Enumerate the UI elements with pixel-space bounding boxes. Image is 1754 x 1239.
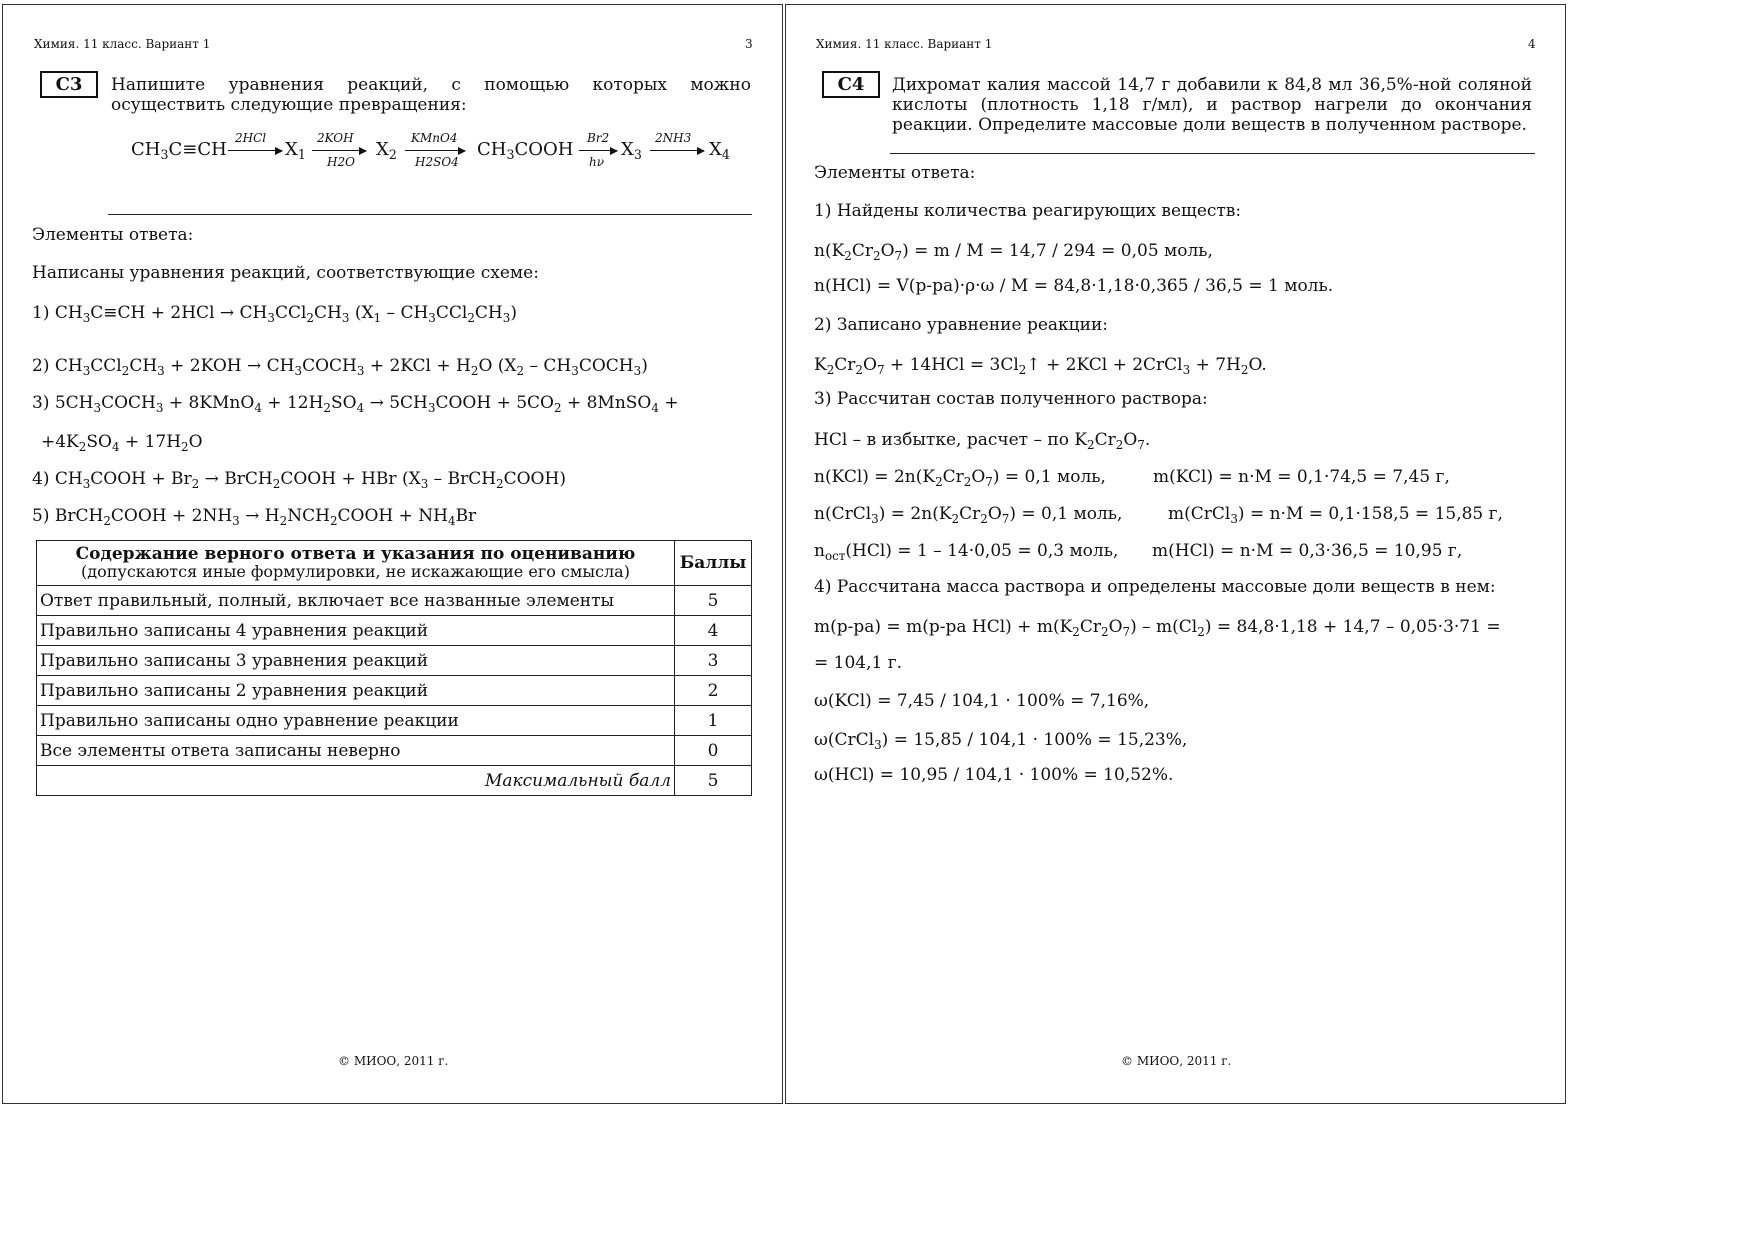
table-cell-points: 2 bbox=[675, 676, 752, 706]
calc-kcl-m: m(KCl) = n·M = 0,1·74,5 = 7,45 г, bbox=[1153, 467, 1450, 487]
table-max-row bbox=[37, 766, 752, 796]
table-row bbox=[37, 586, 752, 616]
table-header-content bbox=[37, 541, 675, 586]
fraction-kcl: ω(KCl) = 7,45 / 104,1 · 100% = 7,16%, bbox=[814, 691, 1150, 711]
separator-rule bbox=[890, 153, 1535, 154]
separator-rule bbox=[108, 214, 752, 215]
arrow-2 bbox=[312, 150, 366, 151]
reaction-number: 5) bbox=[32, 506, 50, 526]
arrow-3-label-bottom: H2SO4 bbox=[415, 155, 459, 169]
page-footer: © МИОО, 2011 г. bbox=[1121, 1054, 1232, 1068]
arrow-5 bbox=[650, 150, 704, 151]
reaction-2: 2) $CH_3CCl_2CH_3 + 2KOH$ → $CH_3COCH_3 + 2KCl + H_2O$ ($X_2$ – $CH_3COCH_3$) bbox=[32, 356, 648, 378]
arrow-1-label: 2HCl bbox=[235, 131, 267, 145]
table-row bbox=[37, 616, 752, 646]
arrow-3-label-top: KMnO4 bbox=[411, 131, 458, 145]
task-label: С3 bbox=[40, 71, 98, 98]
calc-crcl3-m: m(CrCl$_3$) = n·M = 0,1·158,5 = 15,85 г, bbox=[1168, 504, 1503, 526]
reaction-3: 3) $5CH_3COCH_3$ + 8KMnO$_4$ + $12H_2SO_4$ → $5CH_3COOH + 5CO_2$ + 8MnSO$_4$ + bbox=[32, 393, 679, 415]
calc-n-hcl: n(HCl) = V(р-ра)·ρ·ω / M = 84,8·1,18·0,365 / 36,5 = 1 моль. bbox=[814, 276, 1334, 296]
calc-solution-mass-result: = 104,1 г. bbox=[814, 653, 903, 673]
table-header-main: Содержание верного ответа и указания по оцениванию bbox=[75, 544, 636, 564]
table-cell-text: Все элементы ответа записаны неверно bbox=[37, 736, 675, 766]
page-header: Химия. 11 класс. Вариант 1 bbox=[34, 37, 211, 51]
page-left: Химия. 11 класс. Вариант 1 3 С3 Напишите уравнения реакций, с помощью которых можно осуществить следующие превращения: $CH_3C\equiv CH$ 2HCl $X_1$ 2KOH H2O $X_2$ KMnO4 H2SO4 $CH_3COOH$ Br2 hν $X_3$ 2NH3 $X_4$ Элементы ответа: Написаны уравнения реакций, соответствующие схеме: 1) $CH_3C\equiv CH + 2HCl \to CH_3CCl_2CH_3$ $(X_1 - CH_3CCl_2CH_3)$ 2) $CH_3CCl_2CH_3 + 2KOH$ → $CH_3COCH_3 + 2KCl + H_2O$ ($X_2$ – $CH_3COCH_3$) 3) $5CH_3COCH_3$ + 8KMnO$_4$ + $12H_2SO_4$ → $5CH_3COOH + 5CO_2$ + 8MnSO$_4$ + $+4K_2SO_4 + 17H_2O$ 4) $CH_3COOH + Br_2$ → BrCH$_2$COOH + HBr ($X_3$ – BrCH$_2$COOH) 5) BrCH$_2$COOH + $2NH_3$ → $H_2NCH_2COOH + NH_4Br$ Содержание верного ответа и указания по оцениванию (допускаются иные формулировки, не искажающие его смысла) Баллы Ответ правильный, полный, включает все названные элементы 5 Правильно записаны 4 уравнения реакций 4 Правильно записаны 3 уравнения реакций 3 Правильно записаны 2 уравнения реакций 2 Правильно записаны одно уравнение реакции 1 Все элементы ответа записаны неверно 0 Максимальный балл 5 © МИОО, 2011 г. bbox=[2, 4, 783, 1104]
arrow-2-label-top: 2KOH bbox=[317, 131, 354, 145]
page-right bbox=[785, 4, 1566, 1104]
reaction-3-continued: $+4K_2SO_4 + 17H_2O$ bbox=[41, 432, 203, 454]
reaction-5: 5) BrCH$_2$COOH + $2NH_3$ → $H_2NCH_2COOH + NH_4Br$ bbox=[32, 506, 477, 528]
arrow-4 bbox=[579, 150, 617, 151]
table-cell-points: 5 bbox=[675, 586, 752, 616]
step-4-heading: 4) Рассчитана масса раствора и определены массовые доли веществ в нем: bbox=[814, 577, 1496, 597]
table-cell-points: 1 bbox=[675, 706, 752, 736]
page-number: 3 bbox=[745, 37, 753, 51]
excess-note: HCl – в избытке, расчет – по $K_2Cr_2O_7$. bbox=[814, 430, 1151, 452]
table-cell-text: Правильно записаны 3 уравнения реакций bbox=[37, 646, 675, 676]
grading-table bbox=[36, 540, 752, 796]
calc-n-dichromate: $n(K_2Cr_2O_7) = m / M = 14,7 / 294 = 0,05$ моль, bbox=[814, 241, 1213, 263]
max-score-value: 5 bbox=[675, 766, 752, 796]
table-cell-text: Правильно записаны 2 уравнения реакций bbox=[37, 676, 675, 706]
answer-heading: Элементы ответа: bbox=[814, 163, 976, 183]
step-3-heading: 3) Рассчитан состав полученного раствора: bbox=[814, 389, 1208, 409]
table-row bbox=[37, 736, 752, 766]
calc-crcl3-n: n(CrCl$_3$) = $2n(K_2Cr_2O_7) = 0,1$ моль, bbox=[814, 504, 1123, 526]
calc-kcl-n: $n(KCl) = 2n(K_2Cr_2O_7) = 0,1$ моль, bbox=[814, 467, 1106, 489]
calc-hcl-rest-n: $n_{ост}(HCl) = 1 - 14\cdot 0,05 = 0,3$ моль, bbox=[814, 541, 1119, 563]
arrow-2-label-bottom: H2O bbox=[327, 155, 355, 169]
page-header: Химия. 11 класс. Вариант 1 bbox=[816, 37, 993, 51]
answer-intro: Написаны уравнения реакций, соответствующие схеме: bbox=[32, 263, 539, 283]
step-1-heading: 1) Найдены количества реагирующих веществ: bbox=[814, 201, 1242, 221]
table-row bbox=[37, 706, 752, 736]
table-cell-points: 0 bbox=[675, 736, 752, 766]
fraction-crcl3: ω(CrCl$_3$) = 15,85 / 104,1 · 100% = 15,23%, bbox=[814, 730, 1188, 752]
table-row bbox=[37, 676, 752, 706]
table-header-row bbox=[37, 541, 752, 586]
arrow-4-label-top: Br2 bbox=[587, 131, 610, 145]
task-text: Дихромат калия массой 14,7 г добавили к 84,8 мл 36,5%-ной соляной кислоты (плотность 1,18 г/мл), и раствор нагрели до окончания реакции. Определите массовые доли веществ в полученном растворе. bbox=[892, 75, 1532, 135]
fraction-hcl: ω(HCl) = 10,95 / 104,1 · 100% = 10,52%. bbox=[814, 765, 1174, 785]
table-header-sub: (допускаются иные формулировки, не искажающие его смысла) bbox=[81, 562, 630, 581]
arrow-5-label: 2NH3 bbox=[655, 131, 692, 145]
table-cell-text: Правильно записаны одно уравнение реакции bbox=[37, 706, 675, 736]
max-score-label: Максимальный балл bbox=[37, 766, 675, 796]
arrow-4-label-bottom: hν bbox=[589, 155, 605, 169]
table-cell-points: 4 bbox=[675, 616, 752, 646]
page-number: 4 bbox=[1528, 37, 1536, 51]
step-2-heading: 2) Записано уравнение реакции: bbox=[814, 315, 1108, 335]
table-header-points: Баллы bbox=[675, 541, 752, 586]
reaction-equation: $K_2Cr_2O_7 + 14HCl$ = $3Cl_2↑ + 2KCl$ + 2CrCl$_3$ + $7H_2O$. bbox=[814, 355, 1267, 377]
table-cell-points: 3 bbox=[675, 646, 752, 676]
page-footer: © МИОО, 2011 г. bbox=[338, 1054, 449, 1068]
table-cell-text: Правильно записаны 4 уравнения реакций bbox=[37, 616, 675, 646]
table-cell-text: Ответ правильный, полный, включает все названные элементы bbox=[37, 586, 675, 616]
reaction-number: 1) bbox=[32, 303, 50, 323]
reaction-number: 2) bbox=[32, 356, 50, 376]
task-text: Напишите уравнения реакций, с помощью которых можно осуществить следующие превращения: bbox=[111, 75, 751, 115]
calc-solution-mass: m(р-ра) = m(р-ра $HCl) + m(K_2Cr_2O_7) - m(Cl_2) = 84,8\cdot 1,18 + 14,7 - 0,05\cdot 3\cdot 71$ = bbox=[814, 617, 1501, 639]
reaction-number: 3) bbox=[32, 393, 50, 413]
calc-hcl-rest-m: m(HCl) = n·M = 0,3·36,5 = 10,95 г, bbox=[1152, 541, 1463, 561]
answer-heading: Элементы ответа: bbox=[32, 225, 194, 245]
task-label: С4 bbox=[822, 71, 880, 98]
arrow-3 bbox=[405, 150, 465, 151]
reaction-4: 4) $CH_3COOH + Br_2$ → BrCH$_2$COOH + HBr ($X_3$ – BrCH$_2$COOH) bbox=[32, 469, 566, 491]
table-row bbox=[37, 646, 752, 676]
reaction-1: 1) $CH_3C\equiv CH + 2HCl \to CH_3CCl_2CH_3$ $(X_1 - CH_3CCl_2CH_3)$ bbox=[32, 303, 517, 325]
arrow-1 bbox=[228, 150, 282, 151]
reaction-number: 4) bbox=[32, 469, 50, 489]
